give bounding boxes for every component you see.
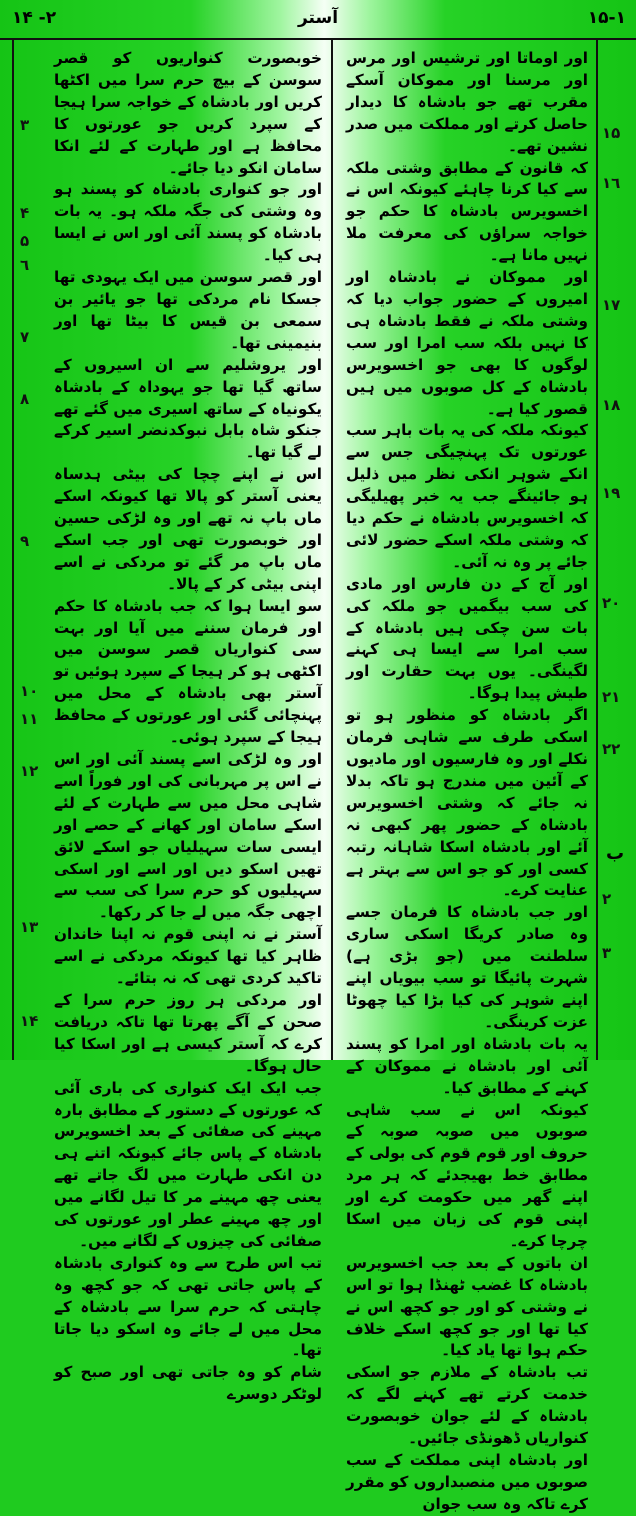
verse-text: ان باتوں کے بعد جب اخسویرس بادشاہ کا غضب ٹھنڈا ہوا تو اس نے وشتی کو اور جو کچھ اس نے کیا تھا اور جو کچھ اسکے خلاف حکم ہوا تھا یاد کیا۔: [346, 1253, 588, 1360]
verse-text: اور اوماتا اور ترشیس اور مرس اور مرسنا اور مموکان آسکے مقرب تھے جو بادشاہ کا دیدار حاصل کرتے اور مملکت میں صدر نشین تھے۔: [346, 49, 588, 155]
verse-number: ٦: [20, 256, 30, 274]
verse-text: اگر بادشاہ کو منظور ہو تو اسکی طرف سے شاہی فرمان نکلے اور وہ فارسیوں اور مادیوں کے آئین میں مندرج ہو تاکہ بدلا نہ جائے کہ وشتی اخسویرس بادشاہ کے حضور پھر کبھی نہ آئے اور بادشاہ اسکا شاہانہ رتبہ کسی اور کو جو اس سے بہتر ہے عنایت کرے۔: [346, 706, 588, 900]
verse-text: کیونکہ ملکہ کی یہ بات باہر سب عورتوں تک پہنچیگی جس سے انکے شوہر انکی نظر میں ذلیل ہو جائینگے جب یہ خبر پھیلیگی کہ اخسویرس بادشاہ نے حکم دیا کہ وشتی ملکہ اسکے حضور لائی جائے پر وہ نہ آئی۔: [346, 421, 588, 571]
verse-number: ٣: [602, 944, 612, 962]
chapter-mark: ب: [606, 843, 625, 864]
verse-number: ٢٢: [602, 740, 621, 758]
right-text-column: [346, 48, 588, 1516]
left-margin-rule: [12, 38, 14, 1060]
verse-number: ١٦: [602, 174, 621, 192]
header-divider: [0, 38, 636, 40]
verse-text: اور بادشاہ اپنی مملکت کے سب صوبوں میں منصبداروں کو مقرر کرے تاکہ وہ سب جوان: [346, 1451, 588, 1513]
verse-text: تب اس طرح سے وہ کنواری بادشاہ کے پاس جاتی تھی کہ جو کچھ وہ چاہتی کہ حرم سرا سے بادشاہ کے محل میں لے جائے وہ اسکو دیا جاتا تھا۔: [54, 1253, 322, 1360]
verse-text: اور جب بادشاہ کا فرمان جسے وہ صادر کریگا اسکی ساری سلطنت میں (جو بڑی ہے) شہرت پائیگا تو سب بیویاں اپنے اپنے شوہر کی کیا بڑا کیا چھوٹا عزت کرینگی۔: [346, 903, 588, 1031]
left-page-number: ١۴ -٢: [12, 8, 57, 28]
verse-number: ٩: [20, 532, 30, 550]
column-divider: [331, 38, 333, 1060]
verse-text: اور قصر سوسن میں ایک یہودی تھا جسکا نام مردکی تھا جو یائیر بن سمعی بن قیس کا بیٹا تھا اور بنیمینی تھا۔: [54, 268, 322, 352]
verse-number: ٣: [20, 116, 30, 134]
verse-text: اور مموکان نے بادشاہ اور امیروں کے حضور جواب دیا کہ وشتی ملکہ نے فقط بادشاہ ہی کا نہیں بلکہ سب امرا اور سب لوگوں کا بھی جو اخسویرس بادشاہ کے کل صوبوں میں ہیں قصور کیا ہے۔: [346, 268, 588, 418]
verse-number: ۴: [20, 204, 30, 222]
right-margin-rule: [596, 38, 598, 1060]
verse-number: ٢٠: [602, 594, 621, 612]
verse-number: ١٢: [20, 762, 39, 780]
verse-text: یہ بات بادشاہ اور امرا کو پسند آئی اور بادشاہ نے مموکان کے کہنے کے مطابق کیا۔: [346, 1034, 588, 1097]
verse-number: ۵: [20, 232, 30, 250]
verse-number: ١۴: [20, 1012, 39, 1030]
verse-text: خوبصورت کنواریوں کو قصر سوسن کے بیچ حرم سرا میں اکٹھا کریں اور بادشاہ کے خواجہ سرا ہیجا کے سپرد کریں جو عورتوں کا محافظ ہے اور طہارت کے لئے انکا سامان انکو دیا جائے۔: [54, 49, 322, 177]
verse-text: سو ایسا ہوا کہ جب بادشاہ کا حکم اور فرمان سننے میں آیا اور بہت سی کنواریاں قصر سوسن میں اکٹھی ہو کر ہیجا کے سپرد ہوئیں تو آستر بھی بادشاہ کے محل میں پہنچائی گئی اور عورتوں کے محافظ ہیجا کے سپرد ہوئی۔: [54, 596, 322, 747]
verse-text: تب بادشاہ کے ملازم جو اسکی خدمت کرتے تھے کہنے لگے کہ بادشاہ کے لئے جوان خوبصورت کنواریاں ڈھونڈی جائیں۔: [346, 1363, 588, 1448]
book-title: آستر: [297, 8, 339, 28]
page-header: [0, 0, 636, 40]
verse-number: ١۵: [602, 124, 621, 142]
verse-text: آستر نے نہ اپنی قوم نہ اپنا خاندان ظاہر کیا تھا کیونکہ مردکی نے اسے تاکید کردی تھی کہ نہ بتائے۔: [54, 925, 322, 988]
verse-text: شام کو وہ جاتی تھی اور صبح کو لوٹکر دوسرے: [54, 1363, 322, 1404]
verse-number: ١٣: [20, 918, 39, 936]
verse-text: اس نے اپنے چچا کی بیٹی ہدساہ یعنی آستر کو پالا تھا کیونکہ اسکے ماں باپ نہ تھے اور وہ لڑکی حسین اور خوبصورت تھی اور جب اسکے ماں باپ مر گئے تو مردکی نے اسے اپنی بیٹی کر کے پالا۔: [54, 465, 322, 593]
left-text-column: [54, 48, 322, 1406]
verse-number: ١٨: [602, 396, 621, 414]
right-page-number: ١۵-١: [587, 8, 626, 28]
verse-number: ٧: [20, 328, 30, 346]
verse-text: کہ قانون کے مطابق وشتی ملکہ سے کیا کرنا چاہئے کیونکہ اس نے اخسویرس بادشاہ کا حکم جو خواجہ سراؤں کی معرفت ملا نہیں مانا ہے۔: [346, 158, 588, 265]
verse-text: اور وہ لڑکی اسے پسند آئی اور اس نے اس پر مہربانی کی اور فوراً اسے شاہی محل میں سے طہارت کے لئے اسکے سامان اور کھانے کے حصے اور ایسی سات سہیلیاں جو اسکے لائق تھیں اسکو دیں اور اسے اور اسکی سہیلیوں کو حرم سرا کی سب سے اچھی جگہ میں لے جا کر رکھا۔: [54, 750, 322, 922]
verse-number: ١١: [20, 710, 39, 728]
verse-text: اور یروشلیم سے ان اسیروں کے ساتھ گیا تھا جو یہوداہ کے بادشاہ یکونیاہ کے ساتھ اسیری میں گئے تھے جنکو شاہ بابل نبوکدنضر اسیر کرکے لے گیا تھا۔: [54, 355, 322, 462]
verse-number: ٨: [20, 390, 30, 408]
verse-text: جب ایک ایک کنواری کی باری آئی کہ عورتوں کے دستور کے مطابق بارہ مہینے کی صفائی کے بعد اخسویرس بادشاہ کے پاس جائے کیونکہ اتنے ہی دن انکی طہارت میں لگ جاتے تھے یعنی چھ مہینے مر کا تیل لگانے میں اور چھ مہینے عطر اور عورتوں کی صفائی کی چیزوں کے لگانے میں۔: [54, 1078, 322, 1250]
verse-text: اور آج کے دن فارس اور مادی کی سب بیگمیں جو ملکہ کی بات سن چکی ہیں بادشاہ کے سب امرا سے ایسا ہی کہنے لگینگی۔ یوں بہت حقارت اور طیش پیدا ہوگا۔: [346, 574, 588, 703]
verse-number: ٢: [602, 890, 612, 908]
verse-text: اور جو کنواری بادشاہ کو پسند ہو وہ وشتی کی جگہ ملکہ ہو۔ یہ بات بادشاہ کو پسند آئی اور اس نے ایسا ہی کیا۔: [54, 180, 322, 265]
verse-number: ١٩: [602, 484, 621, 502]
verse-number: ٢١: [602, 688, 621, 706]
verse-text: اور مردکی ہر روز حرم سرا کے صحن کے آگے پھرتا تھا تاکہ دریافت کرے کہ آستر کیسی ہے اور اسکا کیا حال ہوگا۔: [54, 990, 322, 1075]
verse-number: ١٧: [602, 296, 621, 314]
verse-number: ١٠: [20, 682, 39, 700]
verse-text: کیونکہ اس نے سب شاہی صوبوں میں صوبہ صوبہ کے حروف اور قوم قوم کی بولی کے مطابق خط بھیجدئے کہ ہر مرد اپنے گھر میں حکومت کرے اور اپنی قوم کی زبان میں اسکا چرچا کرے۔: [345, 1100, 588, 1250]
